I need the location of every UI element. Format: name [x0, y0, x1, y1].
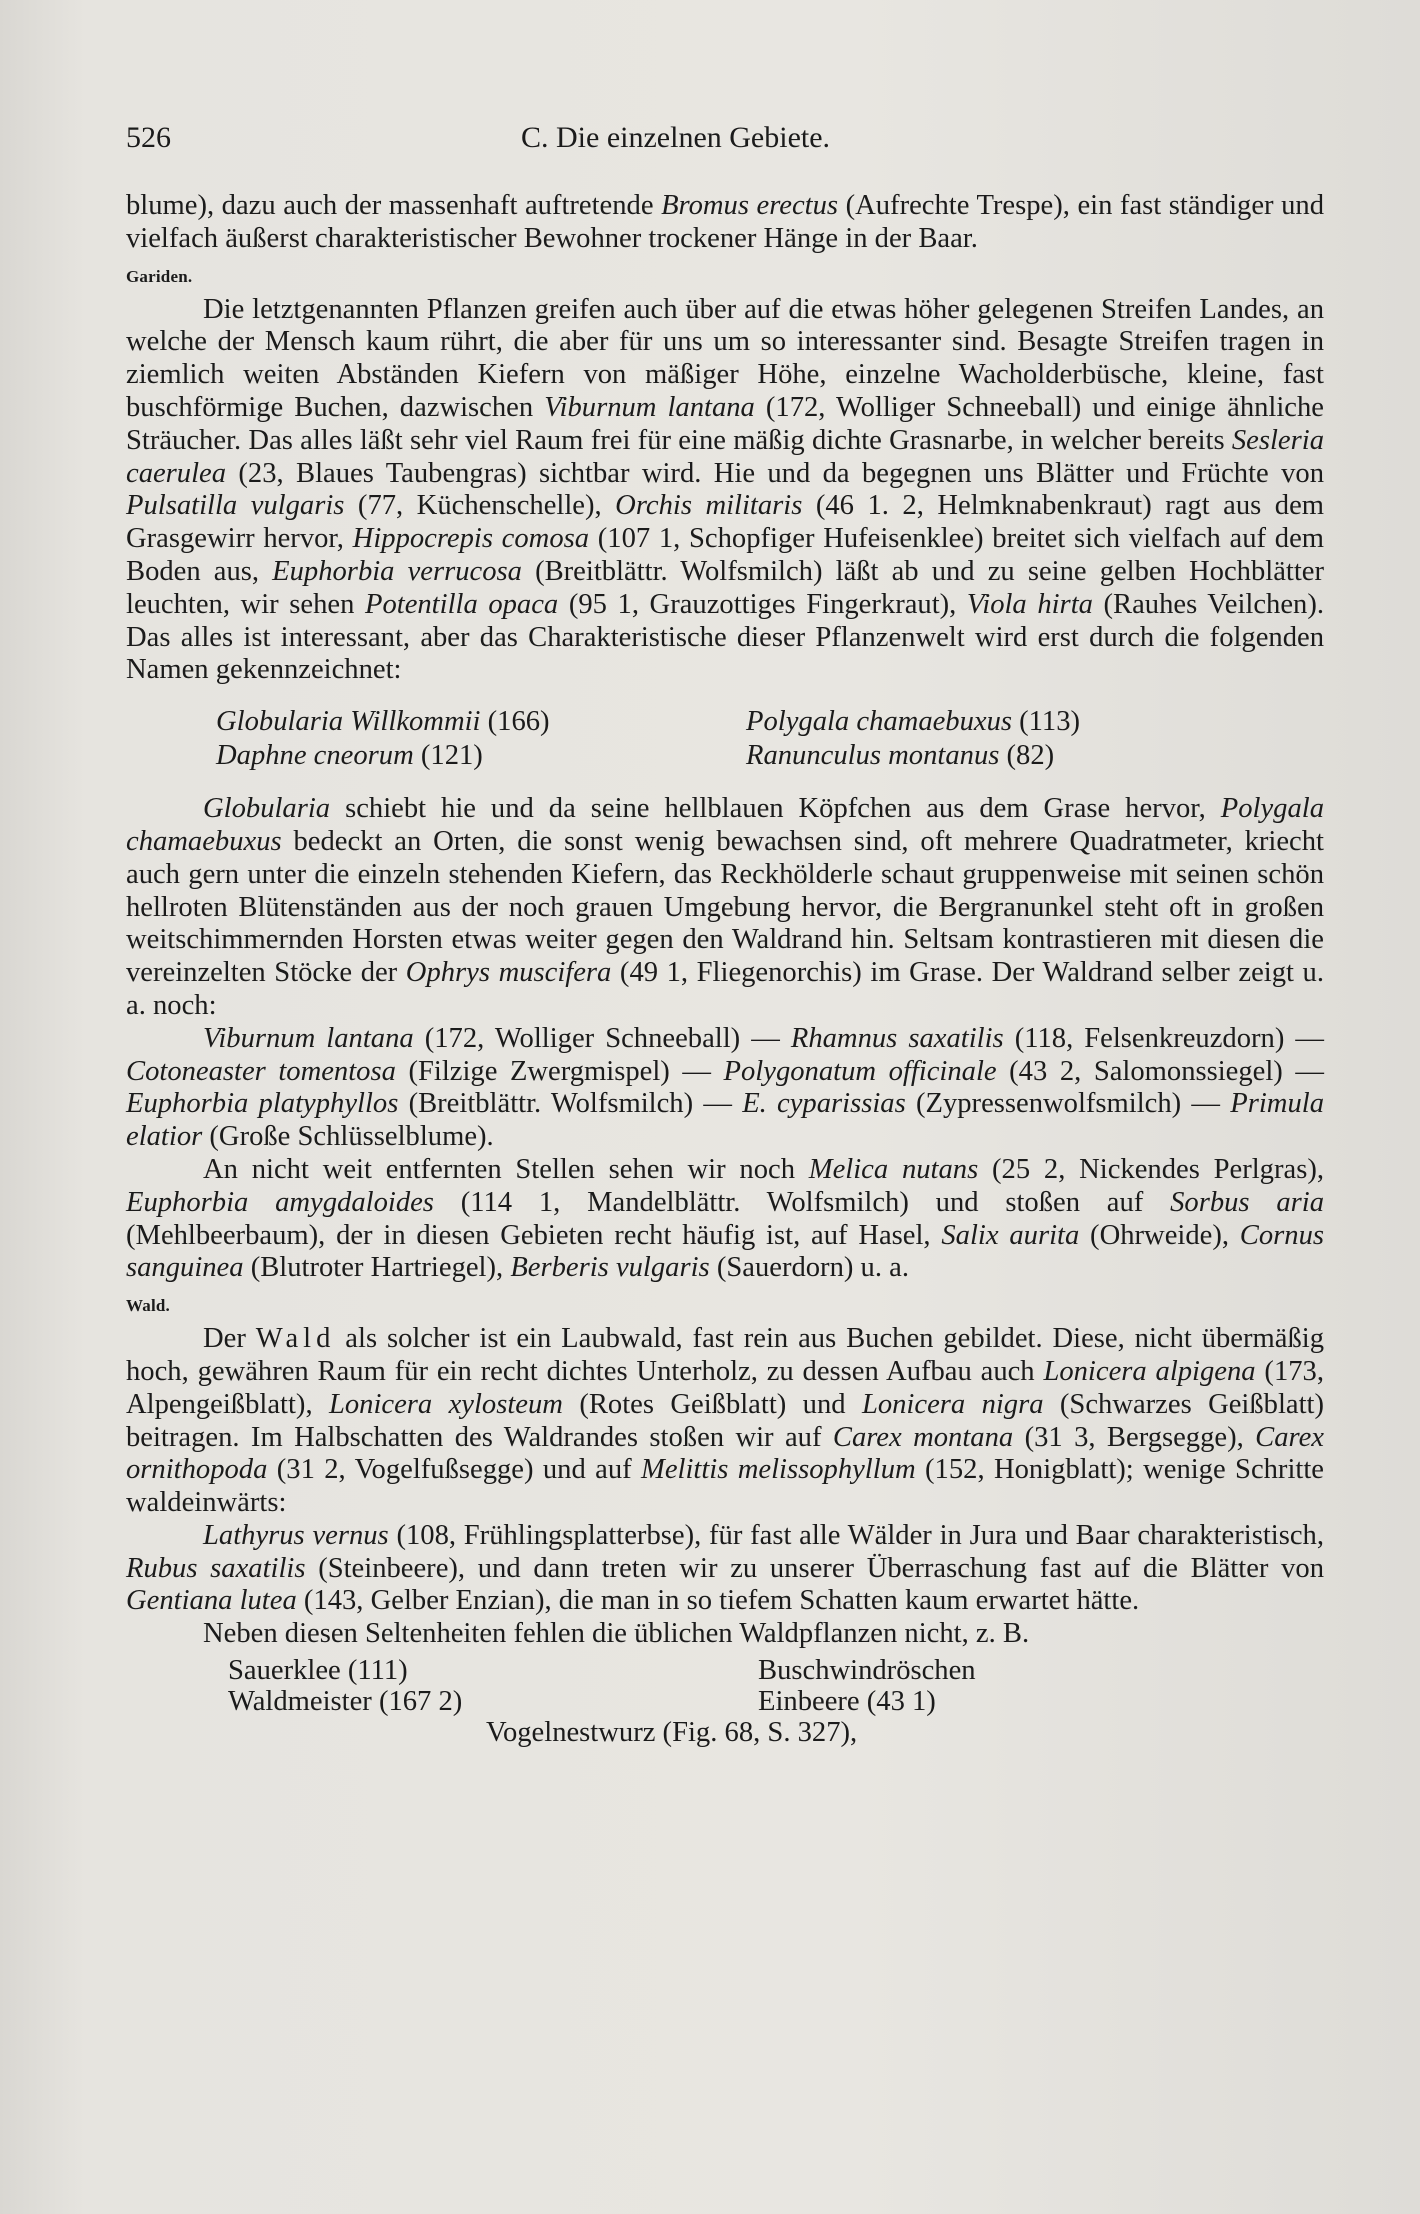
species-name: Berberis vulgaris	[510, 1252, 710, 1284]
paragraph-lathyrus	[126, 1520, 1324, 1618]
species-name: Primula elatior	[126, 1088, 1324, 1153]
species-name: Hippocrepis comosa	[352, 523, 590, 555]
species-name: Viburnum lantana	[544, 391, 755, 423]
text-run: (Rauhes Veilchen). Das alles ist interessant, aber das Charakteristische dieser Pflanzenwelt wird erst durch die folgenden Namen gekennzeichnet:	[126, 588, 1324, 686]
species-name: Orchis militaris	[615, 490, 803, 522]
species-name: Lonicera alpigena	[1043, 1355, 1256, 1387]
list-item: Sauerklee (111)	[228, 1655, 408, 1687]
text-run: (Filzige Zwergmispel) —	[395, 1055, 724, 1087]
text-run: An nicht weit entfernten Stellen sehen wir noch	[203, 1153, 809, 1185]
text-run: (Rotes Geißblatt) und	[562, 1388, 862, 1420]
paragraph-melica	[126, 1154, 1324, 1285]
text-run: Der	[203, 1323, 256, 1355]
species-name: Euphorbia amygdaloides	[126, 1186, 434, 1218]
paragraph-globularia	[126, 793, 1324, 1023]
text-run: (152, Honigblatt); wenige Schritte waldeinwärts:	[126, 1454, 1324, 1519]
text-run: (23, Blaues Taubengras) sichtbar wird. Hie und da begegnen uns Blätter und Früchte von	[226, 457, 1324, 489]
text-run: (43 2, Salomonssiegel) —	[996, 1055, 1324, 1087]
species-name: Melittis melissophyllum	[641, 1454, 916, 1486]
figure-number: (113)	[1012, 706, 1081, 738]
text-run: (Schwarzes Geißblatt) beitragen. Im Halbschatten des Waldrandes stoßen wir auf	[126, 1388, 1324, 1453]
species-name: Rubus saxatilis	[126, 1552, 306, 1584]
species-name: Sesleria caerulea	[126, 424, 1324, 489]
text-block	[126, 118, 1324, 1748]
text-run: Die letztgenannten Pflanzen greifen auch über auf die etwas höher gelegenen Streifen Landes, an welche der Mensch kaum rührt, die aber für uns um so interessanter sind. Besagte Streifen tragen in ziemlich weiten Abständen Kiefern von mäßiger Höhe, einzelne Wacholderbüsche, kleine, fast buschförmige Buchen, dazwischen	[126, 293, 1324, 423]
figure-number: (166)	[480, 706, 550, 738]
species-name: Salix aurita	[941, 1219, 1080, 1251]
text-run: (173, Alpengeißblatt),	[126, 1355, 1324, 1420]
species-name: Globularia Willkommii	[216, 706, 481, 738]
list-item	[746, 739, 1306, 773]
species-name: Cotoneaster tomentosa	[126, 1055, 396, 1087]
text-run: (31 2, Vogelfußsegge) und auf	[267, 1454, 642, 1486]
text-run: bedeckt an Orten, die sonst wenig bewachsen sind, oft mehrere Quadratmeter, kriecht auch gern unter die einzeln stehenden Kiefern, das Reckhölderle schaut gruppenweise mit seinen schön hellroten Blütenständen aus der noch grauen Umgebung hervor, die Bergranunkel steht oft in großen weitschimmernden Horsten etwas weiter gegen den Waldrand hin. Seltsam kontrastieren mit diesen die vereinzelten Stöcke der	[126, 825, 1324, 989]
list-item-centered: Vogelnestwurz (Fig. 68, S. 327),	[486, 1717, 858, 1749]
text-run: (Ohrweide),	[1079, 1219, 1240, 1251]
species-name: E. cyparissias	[742, 1088, 906, 1120]
text-run: (46 1. 2, Helmknabenkraut) ragt aus dem Grasgewirr hervor,	[126, 490, 1324, 555]
species-name: Viburnum lantana	[203, 1022, 414, 1054]
species-list	[216, 705, 1324, 773]
species-name: Globularia	[203, 793, 331, 825]
text-run: (172, Wolliger Schneeball) —	[413, 1022, 791, 1054]
species-name: Potentilla opaca	[364, 588, 559, 620]
species-name: Carex ornithopoda	[126, 1421, 1324, 1486]
text-run: (Große Schlüsselblume).	[202, 1121, 494, 1153]
species-name: Lathyrus vernus	[203, 1519, 389, 1551]
species-name: Viola hirta	[966, 588, 1093, 620]
chapter-title: C. Die einzelnen Gebiete.	[521, 121, 831, 154]
text-run: (172, Wolliger Schneeball) und einige ähnliche Sträucher. Das alles läßt sehr viel Raum frei für eine mäßig dichte Grasnarbe, in welcher bereits	[126, 391, 1324, 456]
species-name: Carex montana	[832, 1421, 1014, 1453]
species-name: Lonicera xylosteum	[328, 1388, 563, 1420]
text-run: als solcher ist ein Laubwald, fast rein aus Buchen gebildet. Diese, nicht übermäßig hoch, gewähren Raum für ein recht dichtes Unterholz, zu dessen Aufbau auch	[126, 1323, 1324, 1387]
species-name: Polygala chamaebuxus	[126, 793, 1324, 857]
species-name: Bromus erectus	[661, 190, 839, 221]
species-name: Ranunculus montanus	[746, 740, 1000, 772]
sidehead-gariden: Gariden.	[126, 266, 193, 286]
text-run: (114 1, Mandelblättr. Wolfsmilch) und stoßen auf	[433, 1186, 1171, 1218]
figure-number: (121)	[413, 740, 483, 772]
species-name: Polygala chamaebuxus	[746, 706, 1013, 738]
paragraph-neben: Neben diesen Seltenheiten fehlen die üblichen Waldpflanzen nicht, z. B.	[203, 1618, 1030, 1650]
species-name: Gentiana lutea	[126, 1585, 297, 1617]
species-name: Euphorbia verrucosa	[272, 555, 522, 587]
paragraph-wald	[126, 1323, 1324, 1520]
species-name: Pulsatilla vulgaris	[126, 490, 345, 522]
waldpflanzen-list	[228, 1655, 1324, 1717]
species-name: Polygonatum officinale	[723, 1055, 997, 1087]
species-name: Rhamnus saxatilis	[790, 1022, 1004, 1054]
species-name: Euphorbia platyphyllos	[126, 1088, 399, 1120]
paragraph-waldrand	[126, 1023, 1324, 1154]
list-item	[746, 705, 1306, 739]
species-name: Daphne cneorum	[216, 740, 414, 772]
text-run: (108, Frühlingsplatterbse), für fast alle Wälder in Jura und Baar charakteristisch,	[388, 1519, 1324, 1551]
species-name: Melica nutans	[808, 1153, 979, 1185]
page-number: 526	[126, 121, 171, 154]
sidehead-wald: Wald.	[126, 1296, 170, 1316]
text-run: (Breitblättr. Wolfsmilch) —	[398, 1088, 743, 1120]
list-item: Buschwindröschen	[758, 1655, 976, 1687]
list-item: Einbeere (43 1)	[758, 1686, 936, 1718]
text-run: (143, Gelber Enzian), die man in so tiefem Schatten kaum erwartet hätte.	[296, 1585, 1140, 1617]
text-run: (25 2, Nickendes Perlgras),	[978, 1153, 1324, 1185]
species-name: Cornus sanguinea	[126, 1219, 1325, 1284]
text-run: (Aufrechte Trespe), ein fast ständiger und vielfach äußerst charakteristischer Bewohner trockener Hänge in der Baar.	[126, 190, 1324, 254]
list-item	[216, 739, 746, 773]
species-name: Sorbus aria	[1170, 1186, 1324, 1218]
species-name: Lonicera nigra	[861, 1388, 1044, 1420]
text-run: (Zypressenwolfsmilch) —	[905, 1088, 1231, 1120]
species-name: Ophrys muscifera	[405, 957, 612, 989]
text-run: (Mehlbeerbaum), der in diesen Gebieten recht häufig ist, auf Hasel,	[126, 1219, 942, 1251]
list-item	[216, 705, 746, 739]
text-run: (77, Küchenschelle),	[344, 490, 616, 522]
text-run: (31 3, Bergsegge),	[1013, 1421, 1256, 1453]
figure-number: (82)	[999, 740, 1055, 772]
spaced-word: Wald	[255, 1323, 336, 1355]
paragraph-bromus	[126, 190, 1324, 256]
text-run: (107 1, Schopfiger Hufeisenklee) breitet sich vielfach auf dem Boden aus,	[126, 523, 1325, 587]
text-run: (49 1, Fliegenorchis) im Grase. Der Waldrand selber zeigt u. a. noch:	[126, 957, 1324, 1021]
text-run: (118, Felsenkreuzdorn) —	[1003, 1022, 1324, 1054]
text-run: blume), dazu auch der massenhaft auftretende	[126, 190, 662, 221]
text-run: (95 1, Grauzottiges Fingerkraut),	[558, 588, 967, 620]
list-item: Waldmeister (167 2)	[228, 1686, 463, 1718]
paragraph-gariden	[126, 294, 1324, 688]
text-run: (Blutroter Hartriegel),	[243, 1252, 511, 1284]
text-run: schiebt hie und da seine hellblauen Köpfchen aus dem Grase hervor,	[330, 793, 1221, 825]
running-head	[126, 118, 1324, 190]
text-run: (Steinbeere), und dann treten wir zu unserer Überraschung fast auf die Blätter von	[305, 1552, 1324, 1584]
text-run: (Sauerdorn) u. a.	[709, 1252, 909, 1284]
text-run: (Breitblättr. Wolfsmilch) läßt ab und zu seine gelben Hochblätter leuchten, wir sehen	[126, 555, 1324, 620]
